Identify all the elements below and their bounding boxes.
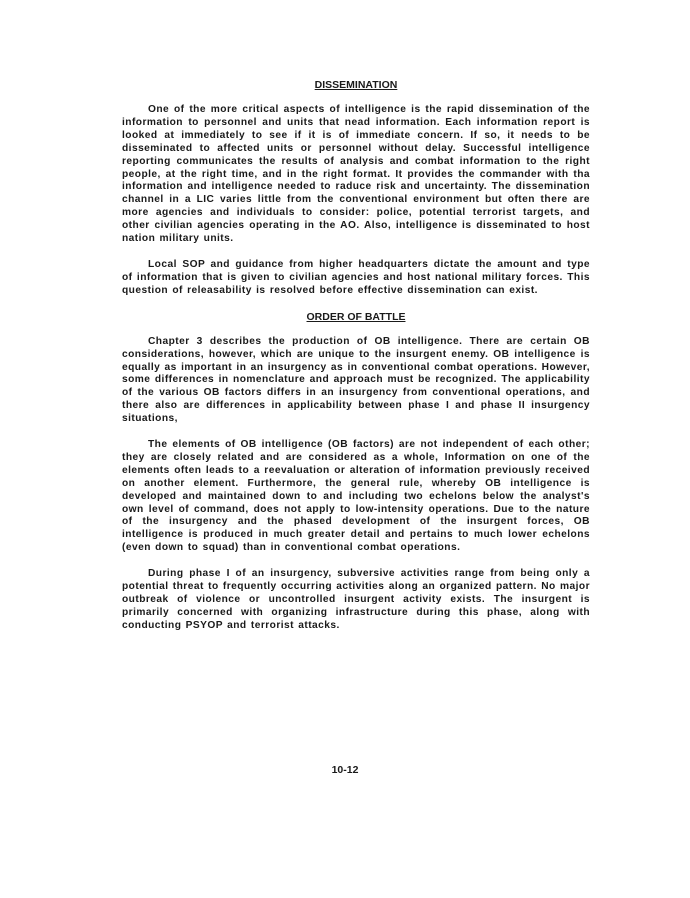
page-content — [122, 79, 590, 633]
section-heading-order-of-battle: ORDER OF BATTLE — [306, 310, 406, 323]
dissemination-paragraph-2: Local SOP and guidance from higher headquarters dictate the amount and type of information that is given to civilian agencies and host national military forces. This question of releasability is resolved before effective dissemination can exist. — [122, 258, 590, 296]
order-of-battle-paragraph-3: During phase I of an insurgency, subversive activities range from being only a potential threat to frequently occurring activities along an organized pattern. No major outbreak of violence or uncontrolled insurgent activity exists. The insurgent is primarily concerned with organizing infrastructure during this phase, along with conducting PSYOP and terrorist attacks. — [122, 568, 590, 631]
order-of-battle-paragraph-2: The elements of OB intelligence (OB factors) are not independent of each other; they are closely related and are considered as a whole, Information on one of the elements often leads to a reevaluation or alteration of information previously received on another element. Furthermore, the general rule, whereby OB intelligence is developed and maintained down to and including two echelons below the analyst's own level of command, does not apply to low-intensity operations. Due to the nature of the insurgency and the phased development of the insurgent forces, OB intelligence is produced in much greater detail and pertains to much lower echelons (even down to squad) than in conventional combat operations. — [122, 439, 590, 554]
order-of-battle-paragraph-1: Chapter 3 describes the production of OB intelligence. There are certain OB considerations, however, which are unique to the insurgent enemy. OB intelligence is equally as important in an insurgency as in conventional combat operations. However, some differences in nomenclature and approach must be recognized. The applicability of the various OB factors differs in an insurgency from conventional operations, and there also are differences in applicability between phase I and phase II insurgency situations, — [122, 335, 590, 425]
page-number: 10-12 — [331, 764, 359, 776]
dissemination-paragraph-1: One of the more critical aspects of intelligence is the rapid dissemination of the information to personnel and units that nead information. Each information report is looked at immediately to see if it is of immediate concern. If so, it needs to be disseminated to affected units or personnel without delay. Successful intelligence reporting communicates the results of analysis and combat information to the right people, at the right time, and in the right format. It provides the commander with tha information and intelligence needed to raduce risk and uncertainty. The dissemination channel in a LIC varies little from the conventional environment but often there are more agencies and individuals to consider: police, potential terrorist targets, and other civilian agencies operating in the AO. Also, intelligence is disseminated to host nation military units. — [122, 104, 590, 245]
section-heading-dissemination: DISSEMINATION — [314, 79, 398, 91]
